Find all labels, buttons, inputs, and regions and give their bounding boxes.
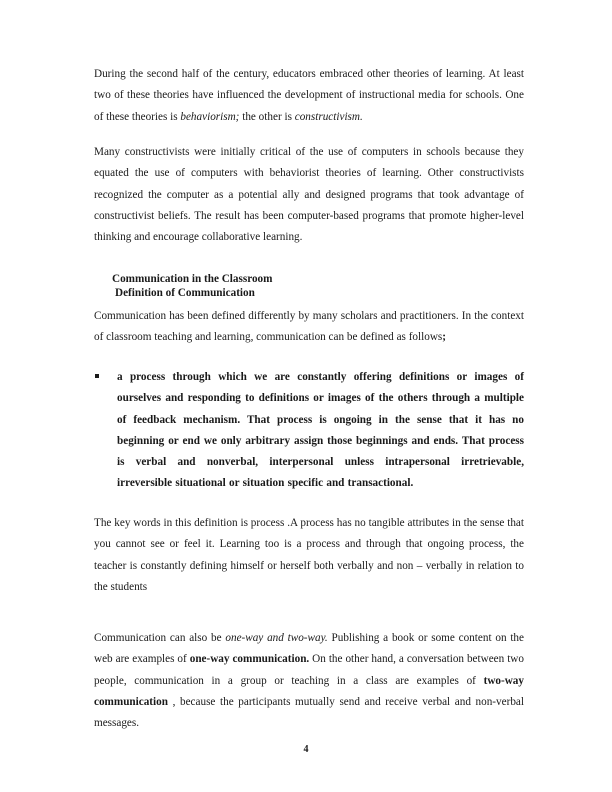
subsection-heading: Definition of Communication	[115, 287, 255, 299]
paragraph-text: During the second half of the century, educators embraced other theories of learning. At least two of these theories have influenced the development of instructional media for schools. One of these theories is	[94, 68, 524, 123]
paragraph-text: On the other hand, a conversation between two people, communication in a group or teaching in a class are examples of	[94, 653, 524, 687]
paragraph-text: Communication can also be	[94, 632, 226, 644]
paragraph-text: Communication has been defined differently by many scholars and practitioners. In the context of classroom teaching and learning, communication can be defined as follows	[94, 310, 524, 344]
paragraph-one-way-two-way	[94, 628, 524, 734]
term-behaviorism: behaviorism;	[180, 110, 240, 123]
square-bullet-icon	[95, 374, 99, 378]
paragraph-text: the other is	[239, 110, 295, 123]
paragraph-constructivists: Many constructivists were initially critical of the use of computers in schools because they equated the use of computers with behaviorist theories of learning. Other constructivists recognized the computer as a potential ally and designed programs that took advantage of constructivist beliefs. The result has been computer-based programs that promote higher-level thinking and encourage collaborative learning.	[94, 146, 524, 244]
paragraph-communication-definition-intro	[94, 306, 524, 349]
term-one-way-two-way: one-way and two-way.	[225, 632, 328, 644]
term-one-way-communication: one-way communication.	[189, 653, 310, 666]
paragraph-punctuation: ;	[442, 331, 446, 344]
paragraph-theories-of-learning	[94, 64, 524, 128]
term-constructivism: constructivism.	[294, 110, 363, 123]
paragraph-text: , because the participants mutually send and receive verbal and non-verbal messages.	[94, 695, 524, 730]
bullet-text: a process through which we are constantly offering definitions or images of ourselves and responding to definitions or images of the others through a multiple of feedback mechanism. That process is ongoing in the sense that it has no beginning or end we only arbitrary assign those beginnings and ends. That process is verbal and nonverbal, interpersonal unless intrapersonal irretrievable, irreversible situational or situation specific and transactional.	[117, 371, 524, 490]
section-heading: Communication in the Classroom	[112, 273, 273, 285]
page-number: 4	[303, 744, 309, 755]
paragraph-key-words: The key words in this definition is process .A process has no tangible attributes in the sense that you cannot see or feel it. Learning too is a process and through that ongoing process, the teacher is constantly defining himself or herself both verbally and non – verbally in relation to the students	[94, 517, 524, 593]
list-item	[94, 367, 524, 495]
definition-bullet-list	[94, 367, 524, 495]
paragraph-text: Publishing a book or some content on the web are examples of	[94, 632, 524, 666]
term-two-way-communication: two-way communication	[94, 674, 524, 708]
